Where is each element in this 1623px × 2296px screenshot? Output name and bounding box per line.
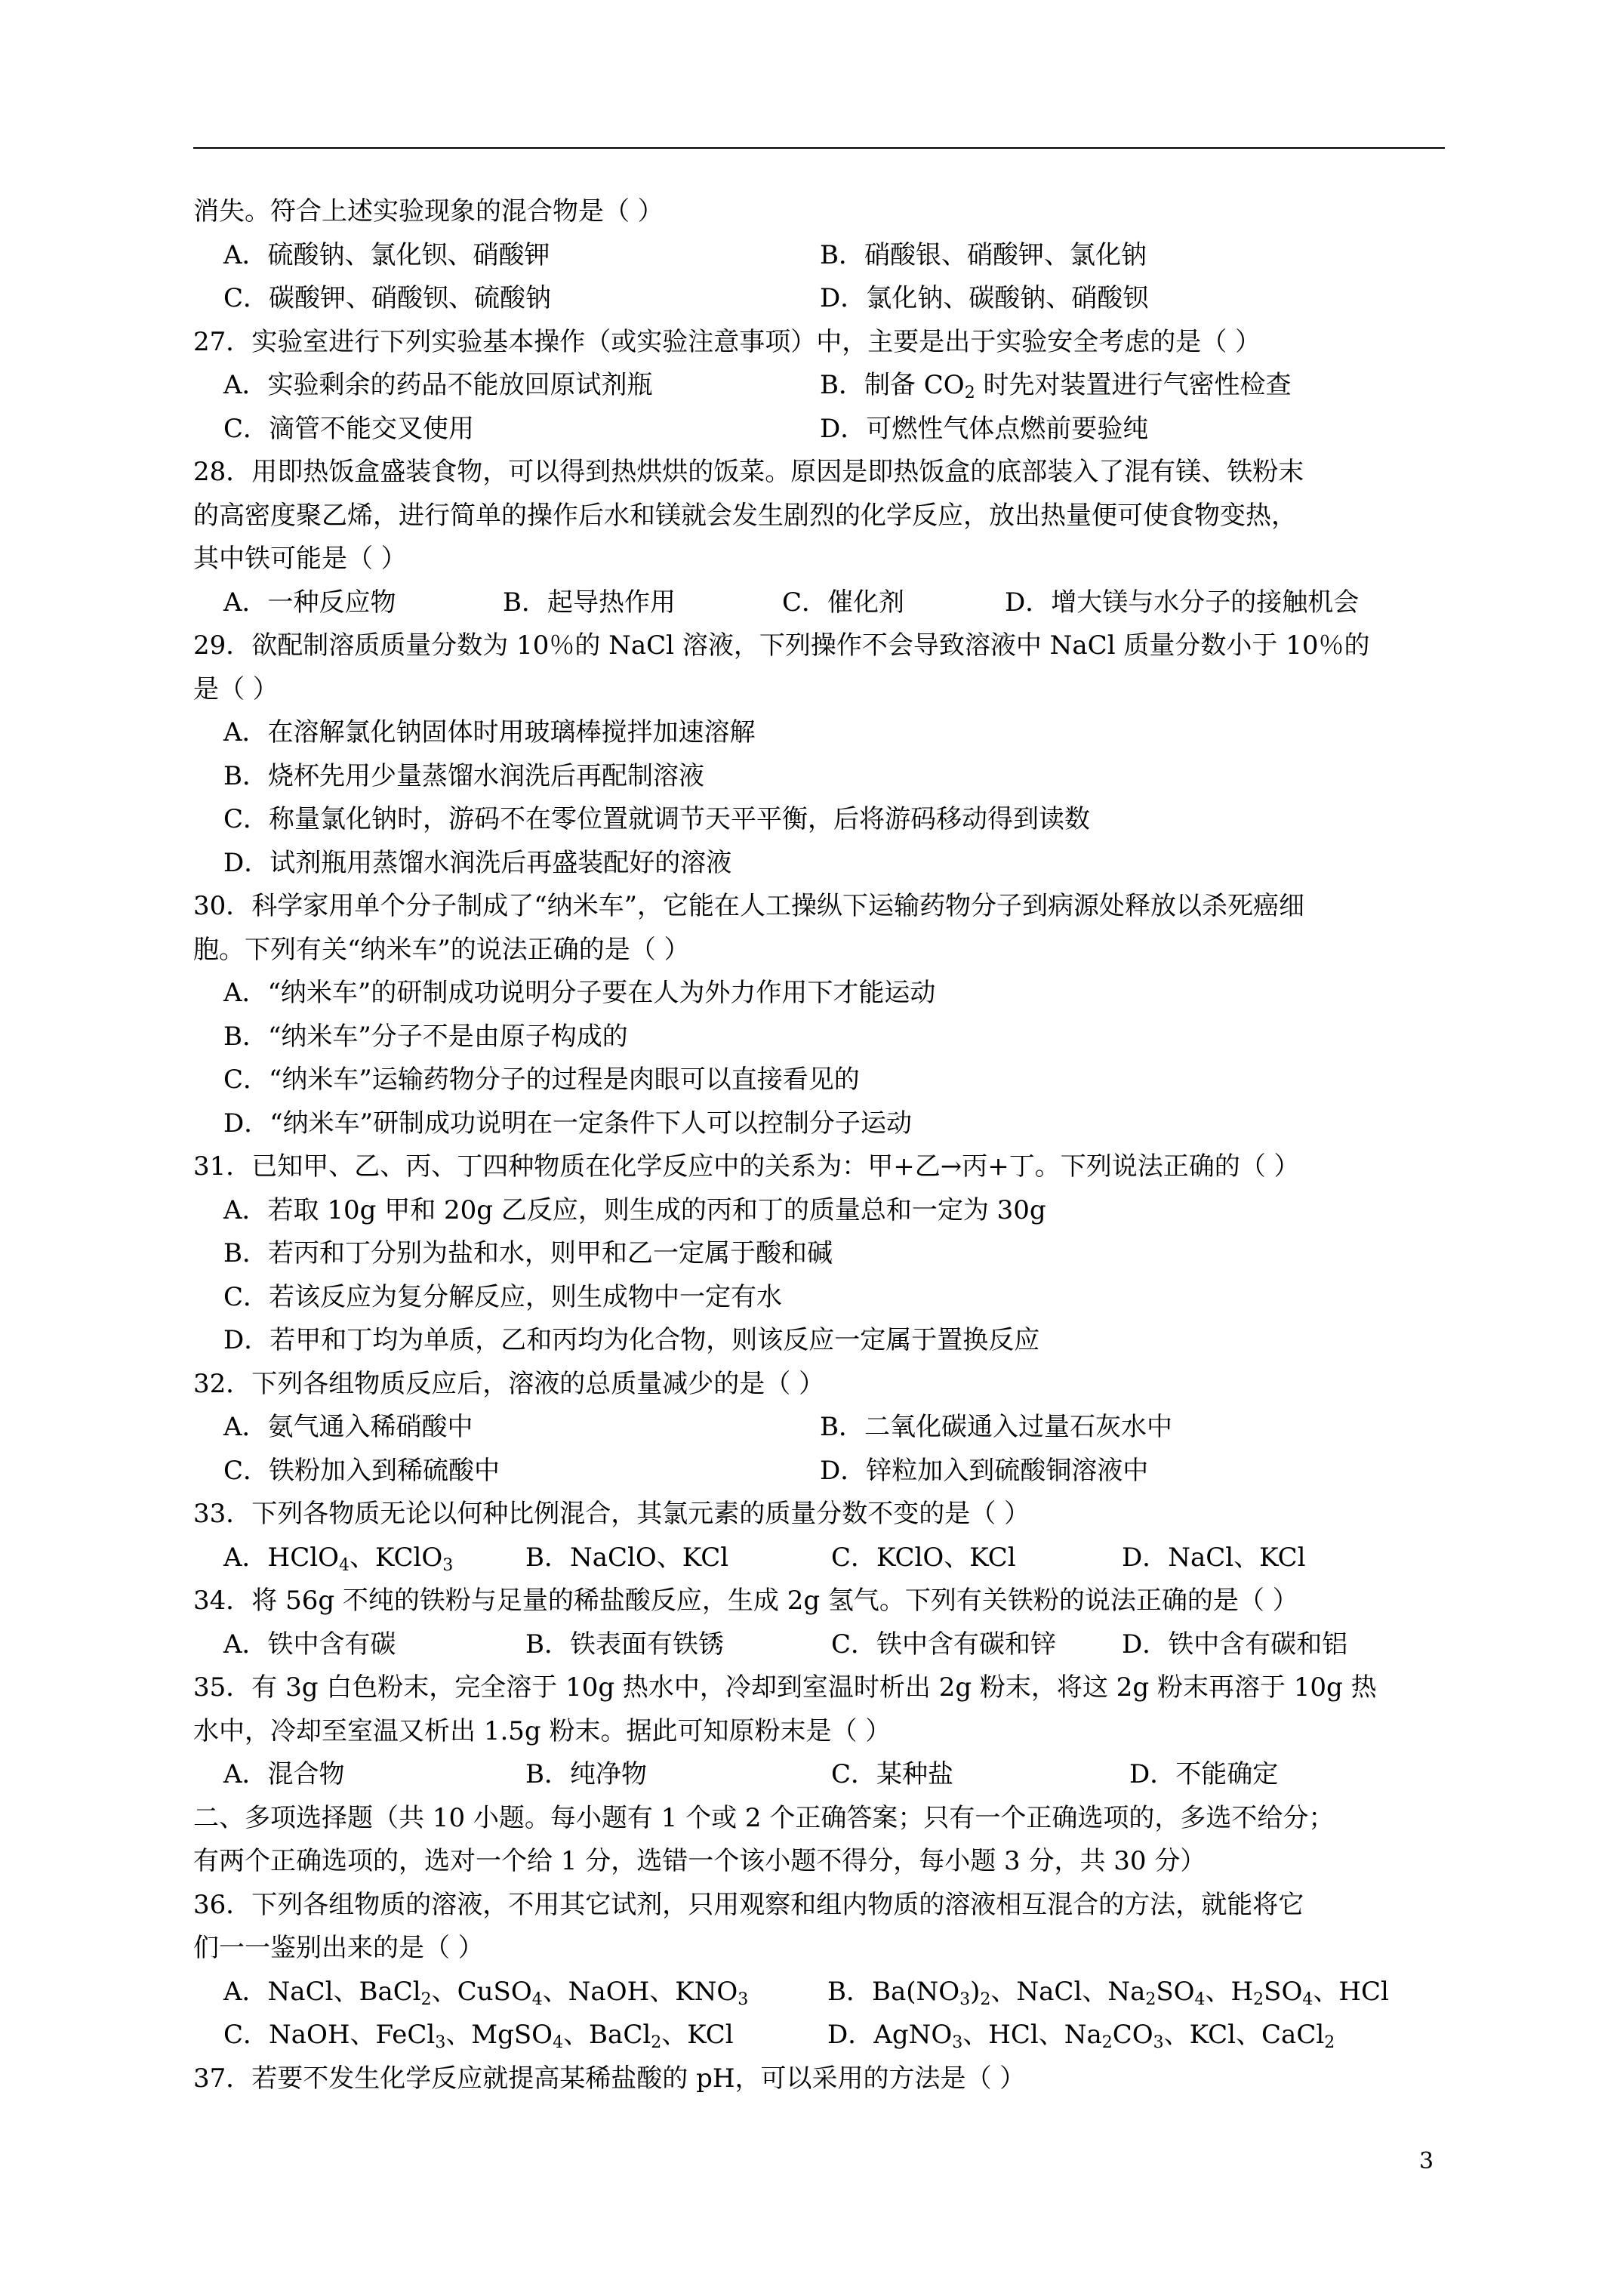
q27-option-c: C．滴管不能交叉使用 [223, 413, 475, 444]
q35-stem-line-2: 水中，冷却至室温又析出 1.5g 粉末。据此可知原粉末是（ ） [193, 1715, 892, 1746]
q34-option-a: A．铁中含有碳 [223, 1629, 396, 1660]
exam-content [193, 190, 1446, 2100]
q26-options-row-2 [193, 277, 1446, 321]
q30-option-c: C．“纳米车”运输药物分子的过程是肉眼可以直接看见的 [223, 1065, 860, 1095]
q32-option-a: A．氨气通入稀硝酸中 [223, 1412, 473, 1442]
q32-options-row-2 [193, 1450, 1446, 1493]
q34-option-c: C．铁中含有碳和锌 [831, 1629, 1057, 1660]
q33-option-b: B．NaClO、KCl [525, 1542, 729, 1573]
q36-option-a: A．NaCl、BaCl$_2$、CuSO$_4$、NaOH、$KNO_3$ [223, 1976, 749, 2009]
q27-option-a: A．实验剩余的药品不能放回原试剂瓶 [223, 370, 653, 400]
q31-option-d: D．若甲和丁均为单质，乙和丙均为化合物，则该反应一定属于置换反应 [223, 1325, 1040, 1355]
q32-option-b: B．二氧化碳通入过量石灰水中 [820, 1412, 1172, 1442]
q29-option-a: A．在溶解氯化钠固体时用玻璃棒搅拌加速溶解 [223, 717, 756, 747]
q28-stem-line-2: 的高密度聚乙烯，进行简单的操作后水和镁就会发生剧烈的化学反应，放出热量便可使食物变热， [193, 500, 1297, 531]
q35-option-c: C．某种盐 [831, 1759, 954, 1789]
q28-stem-line-1: 28．用即热饭盒盛装食物，可以得到热烘烘的饭菜。原因是即热饭盒的底部装入了混有镁、铁粉末 [193, 457, 1304, 487]
q32-option-c: C．铁粉加入到稀硫酸中 [223, 1455, 500, 1486]
q35-option-b: B．纯净物 [525, 1759, 647, 1789]
q33-option-c: C．KClO、KCl [831, 1542, 1016, 1573]
section2-heading-line-1: 二、多项选择题（共 10 小题。每小题有 1 个或 2 个正确答案；只有一个正确选项的，多选不给分； [193, 1802, 1335, 1833]
q37-stem: 37．若要不发生化学反应就提高某稀盐酸的 pH，可以采用的方法是（ ） [193, 2063, 1026, 2094]
q28-options-row [193, 581, 1446, 625]
q29-option-c: C．称量氯化钠时，游码不在零位置就调节天平平衡，后将游码移动得到读数 [223, 804, 1091, 834]
q30-option-a: A．“纳米车”的研制成功说明分子要在人为外力作用下才能运动 [223, 978, 936, 1008]
q29-stem-line-1: 29．欲配制溶质质量分数为 10％的 NaCl 溶液，下列操作不会导致溶液中 NaCl 质量分数小于 10％的 [193, 630, 1370, 661]
q27-options-row-2 [193, 408, 1446, 451]
q30-option-d: D．“纳米车”研制成功说明在一定条件下人可以控制分子运动 [223, 1108, 913, 1139]
q36-option-d: D．AgNO$_3$、HCl、$Na_2CO_3$、KCl、CaCl$_2$ [827, 2020, 1335, 2052]
q31-option-b: B．若丙和丁分别为盐和水，则甲和乙一定属于酸和碱 [223, 1238, 833, 1268]
q26-option-a: A．硫酸钠、氯化钡、硝酸钾 [223, 239, 550, 270]
q32-stem: 32．下列各组物质反应后，溶液的总质量减少的是（ ） [193, 1368, 825, 1399]
q28-option-b: B．起导热作用 [503, 587, 676, 618]
q26-options-row-1 [193, 234, 1446, 278]
q36-options-row-2 [193, 2014, 1446, 2057]
q28-stem-line-3: 其中铁可能是（ ） [193, 544, 407, 574]
q30-stem-line-2: 胞。下列有关“纳米车”的说法正确的是（ ） [193, 934, 690, 965]
q36-stem-line-2: 们一一鉴别出来的是（ ） [193, 1933, 484, 1963]
q35-stem-line-1: 35．有 3g 白色粉末，完全溶于 10g 热水中，冷却到室温时析出 2g 粉末，将这 2g 粉末再溶于 10g 热 [193, 1672, 1377, 1703]
section2-heading-line-2: 有两个正确选项的，选对一个给 1 分，选错一个该小题不得分，每小题 3 分，共 30 分） [193, 1846, 1206, 1876]
q28-option-c: C．催化剂 [782, 587, 905, 618]
q31-stem: 31．已知甲、乙、丙、丁四种物质在化学反应中的关系为：甲+乙→丙+丁。下列说法正确的（ ） [193, 1151, 1300, 1182]
q29-option-b: B．烧杯先用少量蒸馏水润洗后再配制溶液 [223, 760, 704, 791]
q27-options-row-1 [193, 364, 1446, 408]
q33-options-row [193, 1536, 1446, 1580]
q30-option-b: B．“纳米车”分子不是由原子构成的 [223, 1021, 628, 1052]
q33-option-a: A．HClO$_4$、KClO$_3$ [223, 1542, 454, 1575]
q35-option-a: A．混合物 [223, 1759, 345, 1789]
q35-option-d: D．不能确定 [1129, 1759, 1279, 1789]
header-rule [193, 147, 1445, 149]
q28-option-d: D．增大镁与水分子的接触机会 [1005, 587, 1360, 618]
q29-option-d: D．试剂瓶用蒸馏水润洗后再盛装配好的溶液 [223, 847, 732, 878]
q34-option-d: D．铁中含有碳和铝 [1122, 1629, 1348, 1660]
q31-option-c: C．若该反应为复分解反应，则生成物中一定有水 [223, 1281, 783, 1312]
q33-option-d: D．NaCl、KCl [1122, 1542, 1306, 1573]
q32-options-row-1 [193, 1406, 1446, 1450]
q34-option-b: B．铁表面有铁锈 [525, 1629, 724, 1660]
q26-option-d: D．氯化钠、碳酸钠、硝酸钡 [820, 283, 1149, 313]
q31-option-a: A．若取 10g 甲和 20g 乙反应，则生成的丙和丁的质量总和一定为 30g [223, 1194, 1046, 1225]
q36-option-b: B．$Ba(NO_3)_2$、NaCl、$Na_2SO_4$、$H_2SO_4$、HCl [827, 1976, 1389, 2009]
page-number: 3 [1419, 2148, 1434, 2174]
q33-stem: 33．下列各物质无论以何种比例混合，其氯元素的质量分数不变的是（ ） [193, 1499, 1030, 1529]
q26-option-c: C．碳酸钾、硝酸钡、硫酸钠 [223, 283, 552, 313]
q35-options-row [193, 1753, 1446, 1797]
q29-stem-line-2: 是（ ） [193, 673, 279, 704]
q36-options-row-1 [193, 1971, 1446, 2014]
q26-tail-text: 消失。符合上述实验现象的混合物是（ ） [193, 196, 664, 227]
q30-stem-line-1: 30．科学家用单个分子制成了“纳米车”，它能在人工操纵下运输药物分子到病源处释放以杀死癌细 [193, 891, 1305, 921]
q34-stem: 34．将 56g 不纯的铁粉与足量的稀盐酸反应，生成 2g 氢气。下列有关铁粉的说法正确的是（ ） [193, 1586, 1298, 1616]
q28-option-a: A．一种反应物 [223, 587, 396, 618]
q27-option-d: D．可燃性气体点燃前要验纯 [820, 413, 1149, 444]
q36-option-c: C．NaOH、FeCl$_3$、MgSO$_4$、BaCl$_2$、KCl [223, 2020, 734, 2052]
q27-stem: 27．实验室进行下列实验基本操作（或实验注意事项）中，主要是出于实验安全考虑的是（ ） [193, 326, 1261, 357]
q27-option-b: B．制备 $CO_2$ 时先对装置进行气密性检查 [820, 370, 1292, 402]
q36-stem-line-1: 36．下列各组物质的溶液，不用其它试剂，只用观察和组内物质的溶液相互混合的方法，就能将它 [193, 1889, 1304, 1920]
q26-option-b: B．硝酸银、硝酸钾、氯化钠 [820, 239, 1147, 270]
q34-options-row [193, 1623, 1446, 1667]
q32-option-d: D．锌粒加入到硫酸铜溶液中 [820, 1455, 1149, 1486]
